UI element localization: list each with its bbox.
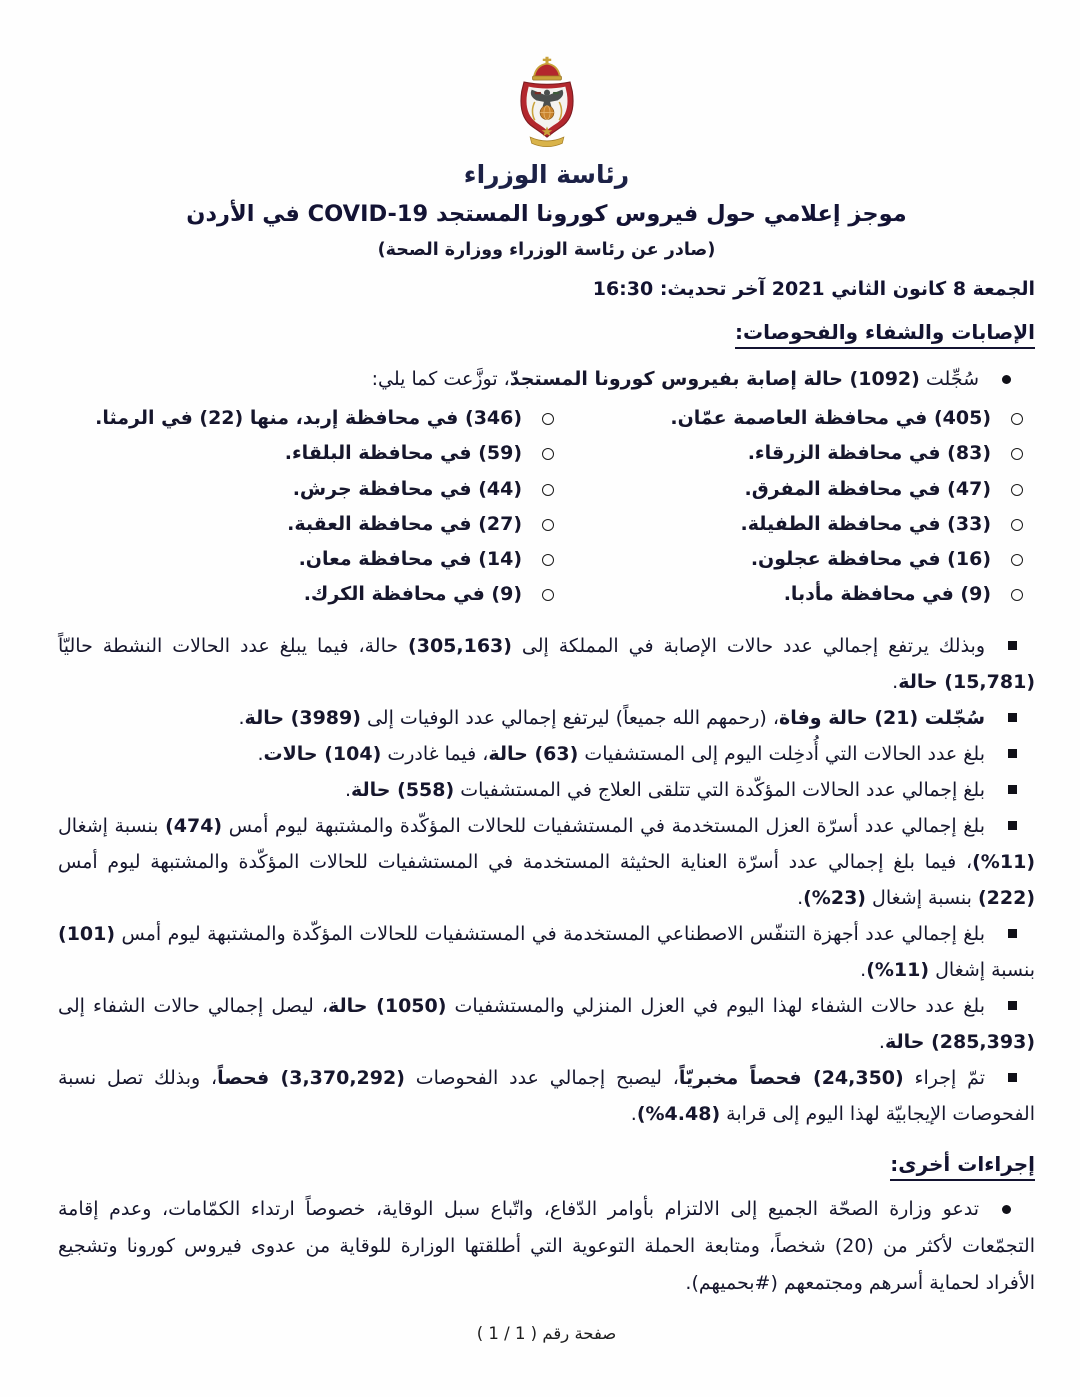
page-title: موجز إعلامي حول فيروس كورونا المستجد COVID-19 في الأردن	[186, 201, 907, 227]
square-bullet-icon	[1008, 785, 1017, 794]
circle-bullet-icon	[1011, 589, 1023, 601]
new-cases-total-line	[58, 361, 1035, 398]
square-bullet-icon	[1008, 749, 1017, 758]
square-bullet-icon	[1008, 1001, 1017, 1010]
page-footer	[58, 1324, 1035, 1343]
prime-ministry-calligraphy: رئاسة الوزراء	[463, 160, 630, 189]
ventilators-line: بلغ إجمالي عدد أجهزة التنفّس الاصطناعي المستخدمة في المستشفيات للحالات المؤكّدة والمشتبهة ليوم أمس (101) بنسبة إشغال (11%).	[58, 922, 1035, 981]
list-item: (16) في محافظة عجلون.	[566, 542, 1035, 577]
cases-section-heading: الإصابات والشفاء والفحوصات:	[58, 320, 1035, 349]
page-number-label: صفحة رقم ( 1 / 1 )	[476, 1323, 617, 1343]
square-bullet-icon	[1008, 641, 1017, 650]
health-ministry-advice-text: تدعو وزارة الصحّة الجميع إلى الالتزام بأوامر الدّفاع، واتّباع سبل الوقاية، خصوصاً ارتداء الكمّامات، وعدم إقامة التجمّعات لأكثر من (20) شخصاً، ومتابعة الحملة التوعوية التي أطلقتها الوزارة للوقاية من عدوى فيروس كورونا وتشجيع الأفراد لحماية أسرهم ومجتمعهم (#بحميهم).	[58, 1197, 1035, 1294]
other-measures-section	[58, 1152, 1035, 1302]
list-item: (27) في محافظة العقبة.	[58, 507, 566, 542]
square-bullet-icon	[1008, 929, 1017, 938]
square-bullet-icon	[1008, 713, 1017, 722]
square-bullet-icon	[1008, 1073, 1017, 1082]
hospital-admissions-line: بلغ عدد الحالات التي أُدخِلت اليوم إلى المستشفيات (63) حالة، فيما غادرت (104) حالات.	[58, 736, 1035, 772]
tests-line: تمّ إجراء (24,350) فحصاً مخبريّاً، ليصبح إجمالي عدد الفحوصات (3,370,292) فحصاً، وبذلك تصل نسبة الفحوصات الإيجابيّة لهذا اليوم إلى قرابة (4.48%).	[58, 1066, 1035, 1125]
circle-bullet-icon	[542, 448, 554, 460]
page-subtitle: (صادر عن رئاسة الوزراء ووزارة الصحة)	[377, 240, 716, 260]
circle-bullet-icon	[542, 589, 554, 601]
circle-bullet-icon	[542, 413, 554, 425]
governorate-list	[58, 401, 1035, 613]
circle-bullet-icon	[542, 519, 554, 531]
hospital-treatment-line: بلغ إجمالي عدد الحالات المؤكّدة التي تتلقى العلاج في المستشفيات (558) حالة.	[58, 772, 1035, 808]
circle-bullet-icon	[1011, 413, 1023, 425]
circle-bullet-icon	[1011, 448, 1023, 460]
cases-section	[58, 320, 1035, 1132]
crown-icon	[533, 64, 559, 77]
jordan-coat-of-arms-icon	[58, 56, 1035, 157]
document-header	[58, 56, 1035, 300]
list-item: (405) في محافظة العاصمة عمّان.	[566, 401, 1035, 436]
bullet-icon	[1002, 375, 1011, 384]
deaths-line: سُجّلت (21) حالة وفاة، (رحمهم الله جميعاً) ليرتفع إجمالي عدد الوفيات إلى (3989) حالة.	[58, 700, 1035, 736]
circle-bullet-icon	[1011, 519, 1023, 531]
ribbon-icon	[530, 137, 564, 147]
new-cases-total-text: سُجِّلت (1092) حالة إصابة بفيروس كورونا المستجدّ، توزَّعت كما يلي:	[371, 368, 979, 390]
circle-bullet-icon	[542, 554, 554, 566]
list-item: (346) في محافظة إربد، منها (22) في الرمثا.	[58, 401, 566, 436]
dateline: الجمعة 8 كانون الثاني 2021 آخر تحديث: 16:30	[592, 278, 1035, 300]
list-item: (83) في محافظة الزرقاء.	[566, 436, 1035, 471]
list-item: (14) في محافظة معان.	[58, 542, 566, 577]
list-item: (9) في محافظة الكرك.	[58, 577, 566, 612]
list-item: (9) في محافظة مأدبا.	[566, 577, 1035, 612]
other-measures-heading: إجراءات أخرى:	[58, 1152, 1035, 1181]
isolation-beds-line: بلغ إجمالي عدد أسرّة العزل المستخدمة في المستشفيات للحالات المؤكّدة والمشتبهة ليوم أمس (474) بنسبة إشغال (11%)، فيما بلغ إجمالي عدد أسرّة العناية الحثيثة المستخدمة في المستشفيات للحالات المؤكّدة والمشتبهة ليوم أمس (222) بنسبة إشغال (23%).	[58, 814, 1035, 909]
statistics-list	[58, 628, 1035, 1132]
health-ministry-advice-line	[58, 1191, 1035, 1302]
globe-icon	[540, 106, 554, 120]
total-cases-line: وبذلك يرتفع إجمالي عدد حالات الإصابة في المملكة إلى (305,163) حالة، فيما يبلغ عدد الحالات النشطة حاليّاً (15,781) حالة.	[58, 634, 1035, 693]
square-bullet-icon	[1008, 821, 1017, 830]
list-item: (59) في محافظة البلقاء.	[58, 436, 566, 471]
recoveries-line: بلغ عدد حالات الشفاء لهذا اليوم في العزل المنزلي والمستشفيات (1050) حالة، ليصل إجمالي حالات الشفاء إلى (285,393) حالة.	[58, 994, 1035, 1053]
circle-bullet-icon	[542, 484, 554, 496]
circle-bullet-icon	[1011, 554, 1023, 566]
circle-bullet-icon	[1011, 484, 1023, 496]
list-item: (33) في محافظة الطفيلة.	[566, 507, 1035, 542]
list-item: (44) في محافظة جرش.	[58, 472, 566, 507]
bullet-icon	[1002, 1205, 1011, 1214]
list-item: (47) في محافظة المفرق.	[566, 472, 1035, 507]
